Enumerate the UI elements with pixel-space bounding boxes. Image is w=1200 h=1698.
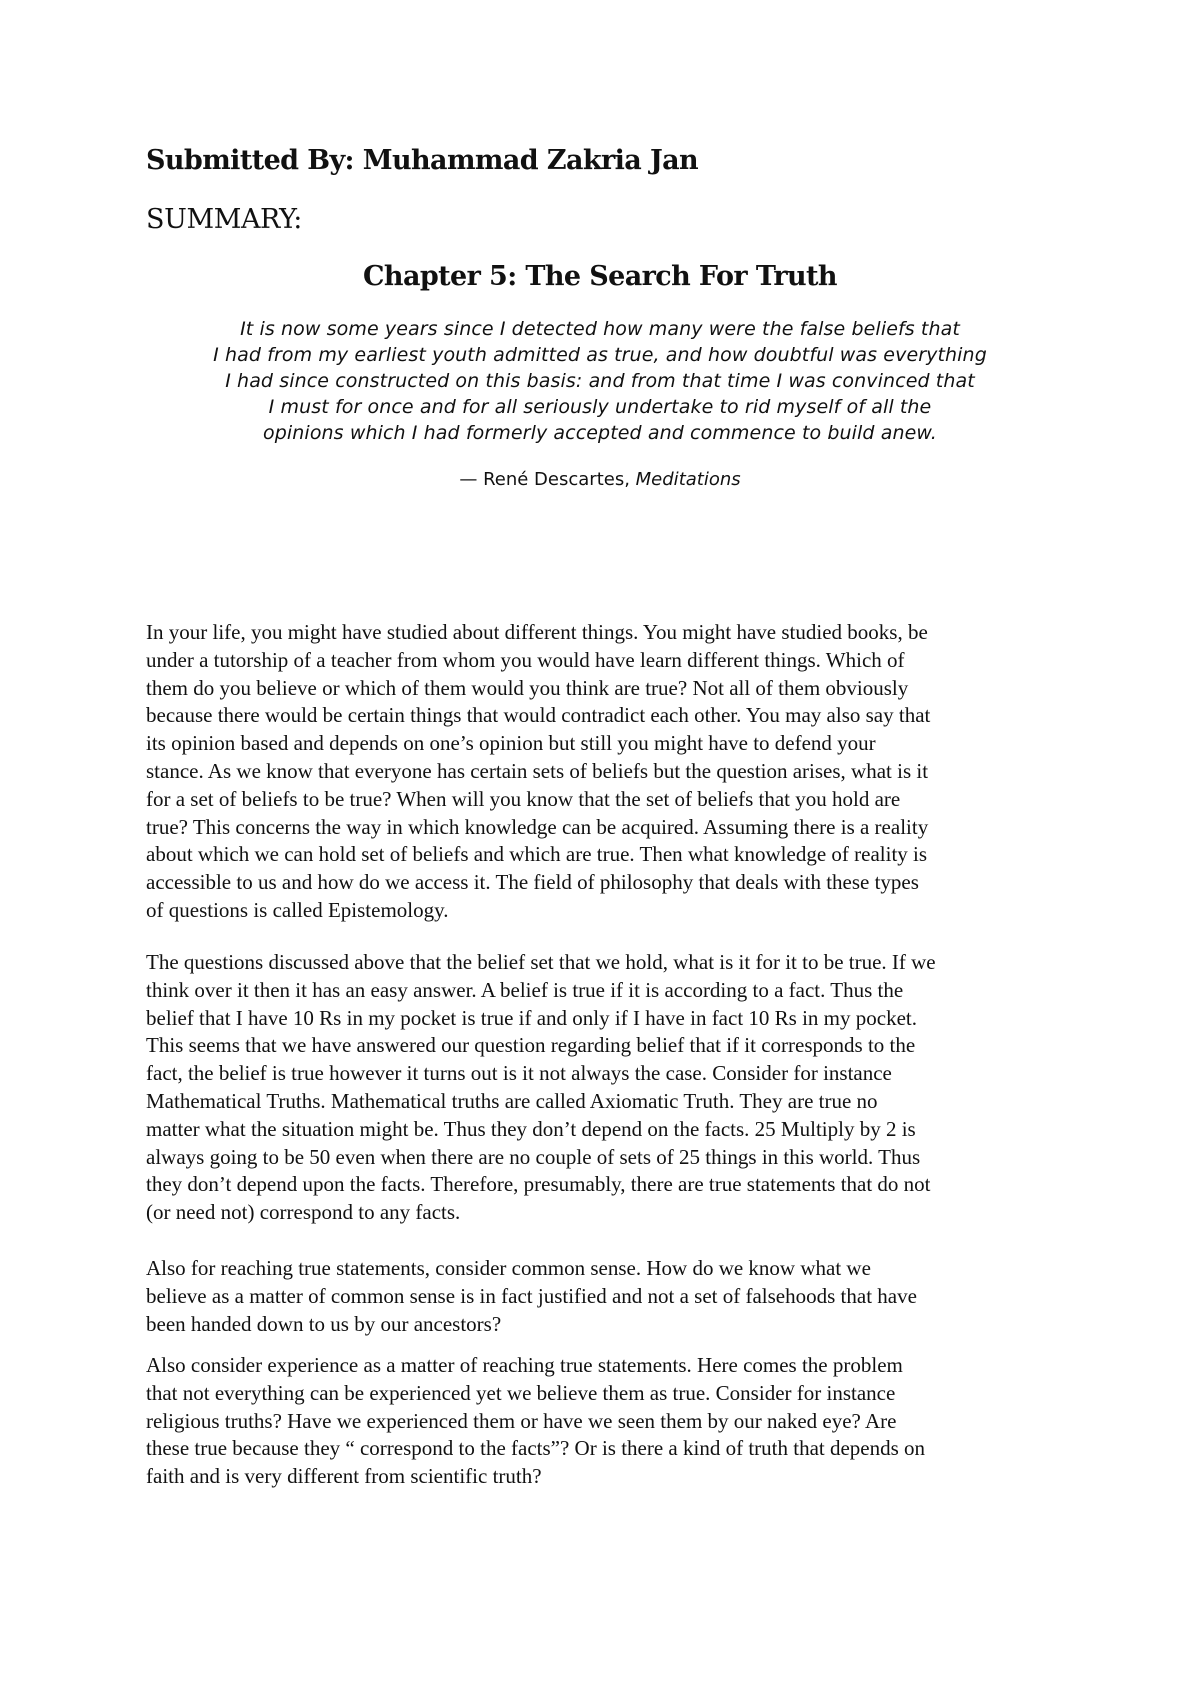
- paragraph-line: under a tutorship of a teacher from whom you would have learn different things. Which of: [146, 647, 905, 672]
- paragraph-line: religious truths? Have we experienced them or have we seen them by our naked eye? Are: [146, 1408, 897, 1433]
- summary-label: SUMMARY:: [146, 204, 302, 235]
- paragraph-4: [146, 1352, 1076, 1491]
- attribution-work: Meditations: [635, 469, 741, 490]
- epigraph-quote: [0, 316, 1200, 446]
- paragraph-line: because there would be certain things that would contradict each other. You may also say that: [146, 703, 931, 728]
- epigraph-line: I had since constructed on this basis: and from that time I was convinced that: [225, 370, 975, 392]
- paragraph-line: always going to be 50 even when there are no couple of sets of 25 things in this world. Thus: [146, 1144, 921, 1169]
- attribution-author: — René Descartes,: [459, 469, 636, 490]
- paragraph-line: In your life, you might have studied about different things. You might have studied books, be: [146, 620, 928, 644]
- paragraph-line: (or need not) correspond to any facts.: [146, 1200, 461, 1225]
- paragraph-line: fact, the belief is true however it turns out is it not always the case. Consider for instance: [146, 1061, 892, 1086]
- paragraph-1: [146, 619, 1076, 925]
- paragraph-line: belief that I have 10 Rs in my pocket is true if and only if I have in fact 10 Rs in my pocket.: [146, 1005, 917, 1030]
- chapter-title: Chapter 5: The Search For Truth: [363, 261, 837, 292]
- paragraph-line: they don’t depend upon the facts. Therefore, presumably, there are true statements that do not: [146, 1172, 931, 1197]
- paragraph-2: [146, 949, 1076, 1227]
- paragraph-line: Mathematical Truths. Mathematical truths are called Axiomatic Truth. They are true no: [146, 1088, 878, 1113]
- paragraph-3: [146, 1255, 1076, 1338]
- paragraph-line: faith and is very different from scientific truth?: [146, 1464, 542, 1489]
- paragraph-line: believe as a matter of common sense is in fact justified and not a set of falsehoods that have: [146, 1283, 917, 1308]
- paragraph-line: been handed down to us by our ancestors?: [146, 1311, 502, 1336]
- paragraph-line: that not everything can be experienced yet we believe them as true. Consider for instance: [146, 1380, 896, 1405]
- paragraph-line: accessible to us and how do we access it. The field of philosophy that deals with these types: [146, 870, 919, 895]
- paragraph-line: of questions is called Epistemology.: [146, 897, 449, 922]
- epigraph-line: I had from my earliest youth admitted as true, and how doubtful was everything: [213, 344, 987, 366]
- paragraph-line: true? This concerns the way in which knowledge can be acquired. Assuming there is a reality: [146, 814, 929, 839]
- epigraph-line: I must for once and for all seriously undertake to rid myself of all the: [268, 396, 932, 418]
- epigraph-line: opinions which I had formerly accepted and commence to build anew.: [263, 422, 937, 444]
- paragraph-line: think over it then it has an easy answer. A belief is true if it is according to a fact. Thus the: [146, 977, 904, 1002]
- paragraph-line: This seems that we have answered our question regarding belief that if it corresponds to the: [146, 1033, 916, 1058]
- paragraph-line: The questions discussed above that the belief set that we hold, what is it for it to be true. If we: [146, 950, 936, 974]
- paragraph-line: about which we can hold set of beliefs and which are true. Then what knowledge of reality is: [146, 842, 928, 867]
- paragraph-line: for a set of beliefs to be true? When will you know that the set of beliefs that you hold are: [146, 786, 901, 811]
- paragraph-line: its opinion based and depends on one’s opinion but still you might have to defend your: [146, 731, 876, 756]
- paragraph-line: these true because they “ correspond to the facts”? Or is there a kind of truth that depends on: [146, 1436, 926, 1461]
- epigraph-line: It is now some years since I detected how many were the false beliefs that: [240, 318, 960, 340]
- paragraph-line: Also for reaching true statements, consider common sense. How do we know what we: [146, 1256, 871, 1280]
- paragraph-line: matter what the situation might be. Thus they don’t depend on the facts. 25 Multiply by 2 is: [146, 1116, 916, 1141]
- paragraph-line: stance. As we know that everyone has certain sets of beliefs but the question arises, what is it: [146, 758, 929, 783]
- paragraph-line: Also consider experience as a matter of reaching true statements. Here comes the problem: [146, 1353, 903, 1377]
- submitted-by-heading: Submitted By: Muhammad Zakria Jan: [146, 145, 699, 176]
- paragraph-line: them do you believe or which of them would you think are true? Not all of them obviously: [146, 675, 909, 700]
- epigraph-attribution: [0, 468, 1200, 492]
